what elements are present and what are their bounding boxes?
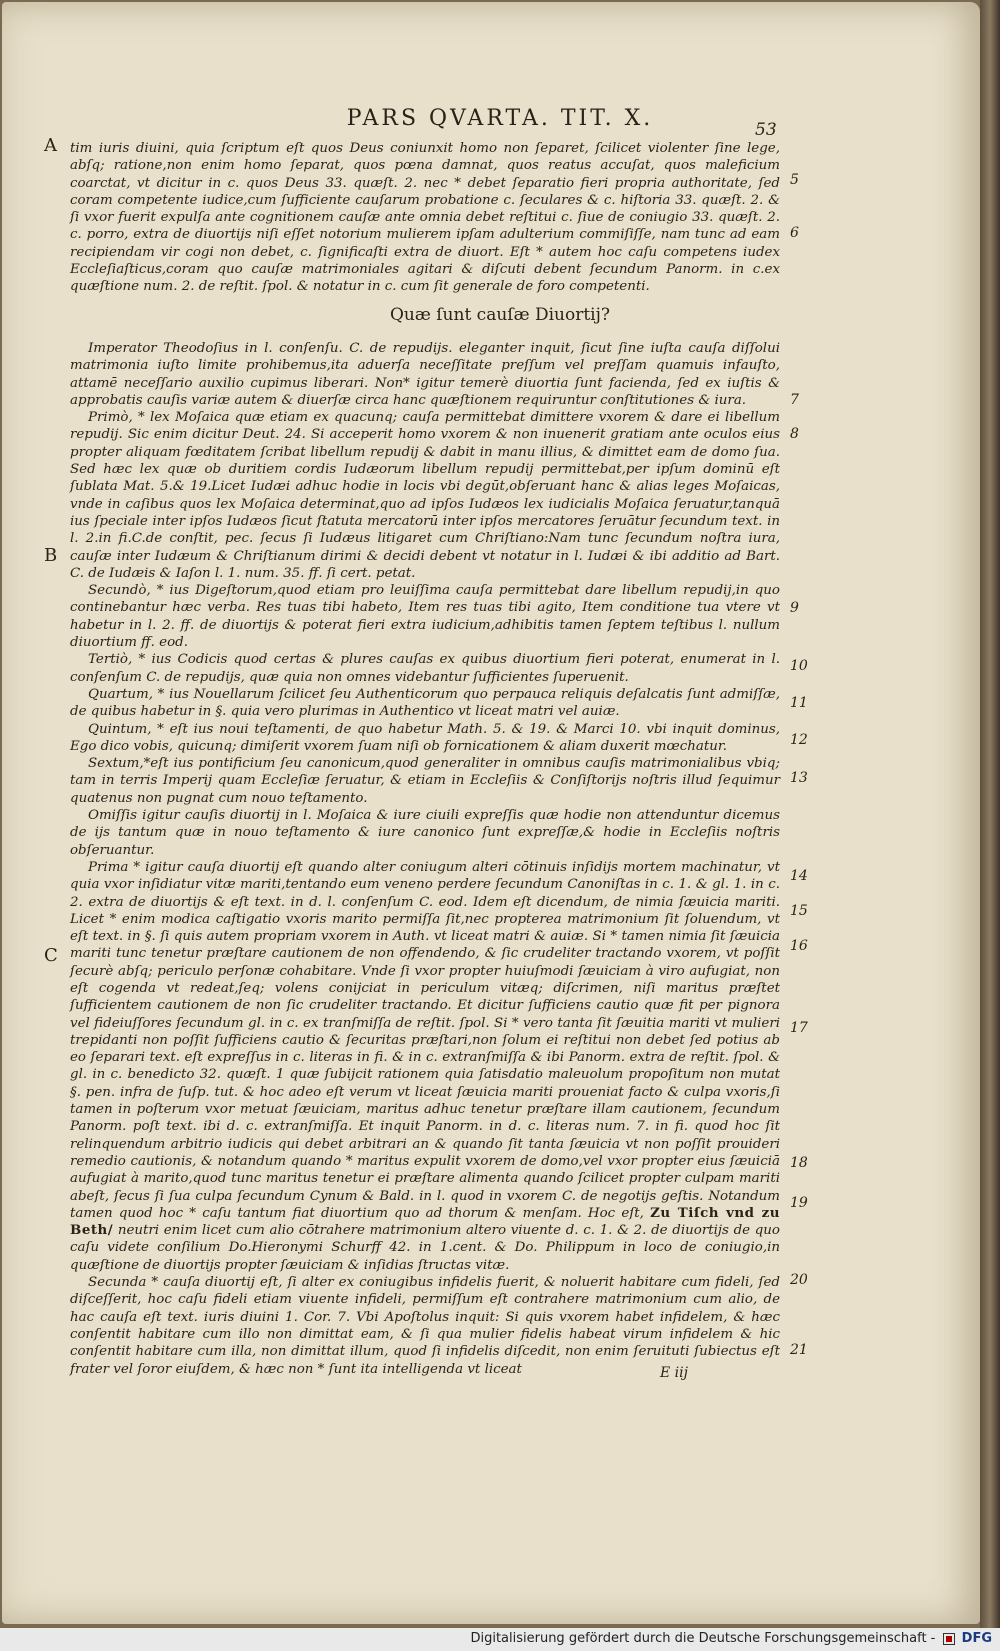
paragraph (70, 859, 780, 1274)
paragraph-text: Prima * igitur cauſa diuortij eſt quando alter coniugum alteri cōtinuis inſidijs mortem machinatur, vt quia vxor inſidiatur vitæ mariti,tentando eum veneno perdere ſecundum Canoniſtas in c. 1. & gl. 1. in c. 2. extra de diuortijs & eſt text. in d. l. conſenſum C. eod. Idem eſt dicendum, de nimia ſæuicia mariti. Licet * enim modica caſtigatio vxoris marito permiſſa ſit,nec propterea matrimonium ſit ſoluendum, vt eſt text. in §. ſi quis autem propriam vxorem in Auth. vt liceat matri & auiæ. Si * tamen nimia ſit ſæuicia mariti tunc tenetur præſtare cautionem de non offendendo, & ſic crudeliter tractando vxorem, vt poſſit ſecurè abſq; periculo perſonæ cohabitare. Vnde ſi vxor propter huiuſmodi ſæuiciam à viro aufugiat, non eſt cogenda vt redeat,ſeq; volens conijciat in periculum vitæq; diſcrimen, niſi maritus præſtet ſufficientem cautionem de non ſic crudeliter tractando. Et dicitur ſufficiens cautio quæ fit per pignora vel fideiuſſores ſecundum gl. in c. ex tranſmiſſa de reſtit. ſpol. Si * vero tanta ſit ſæuitia mariti vt mulieri trepidanti non poſſit ſufficiens cautio & ſecuritas præſtari,non ſolum ei reſtitui non debet ſed potius ab eo ſeparari text. eſt expreſſus in c. literas in fi. & in c. extranſmiſſa & ibi Panorm. extra de reſtit. ſpol. & gl. in c. benedicto 32. quæſt. 1 quæ ſubijcit rationem quia ſatisdatio maleuolum propoſitum non mutat §. pen. infra de ſuſp. tut. & hoc adeo eſt verum vt liceat ſæuicia mariti proueniat facto & culpa vxoris,ſi tamen in poſterum vxor metuat ſæuiciam, maritus adhuc tenetur præſtare illam cautionem, ſecundum Panorm. poſt text. ibi d. c. extranſmiſſa. Et inquit Panorm. in d. c. literas num. 7. in fi. quod hoc ſit relinquendum arbitrio iudicis qui debet arbitrari an & quando ſit tanta ſæuicia vt non poſſit prouideri remedio cautionis, & notandum quando * maritus expulit vxorem de domo,vel vxor propter eius ſæuiciā aufugiat à marito,quod tunc maritus tenetur ei præſtare alimenta quando ſcilicet propter culpam mariti abeſt, ſecus ſi ſua culpa ſecundum Cynum & Bald. in l. quod in vxorem C. de negotijs geſtis. Notandum tamen quod hoc * caſu tantum fiat diuortium quo ad thorum & menſam. Hoc eſt, (70, 859, 780, 1221)
marginal-number: 7 (790, 392, 799, 408)
paragraph: Quintum, * eſt ius noui teſtamenti, de quo habetur Math. 5. & 19. & Marci 10. vbi inquit dominus, Ego dico vobis, quicunq; dimiſerit vxorem ſuam niſi ob fornicationem & aliam duxerit mœchatur. (70, 721, 780, 754)
marginal-number: 14 (790, 868, 808, 884)
marginal-number: 8 (790, 426, 799, 442)
paragraph: Omiſſis igitur cauſis diuortij in l. Moſaica & iure ciuili expreſſis quæ hodie non attenduntur dicemus de ijs tantum quæ in nouo teſtamento & iure canonico ſunt expreſſæ,& hodie in Eccleſiis noſtris obſeruantur. (70, 808, 780, 858)
marginal-number: 16 (790, 938, 808, 954)
opening-text (70, 140, 780, 296)
paragraph: Tertiò, * ius Codicis quod certas & plures cauſas ex quibus diuortium fieri poterat, enumerat in l. conſenſum C. de repudijs, quæ quia non omnes videbantur ſufficientes ſuperuenit. (70, 652, 780, 685)
fraktur-phrase: Zu Tiſch vnd zu Beth/ (70, 1204, 780, 1239)
margin-letter-a: A (44, 135, 57, 156)
paragraph: Imperator Theodoſius in l. conſenſu. C. de repudijs. eleganter inquit, ſicut ſine iuſta cauſa diſſolui matrimonia iuſto limite prohibemus,ita aduerſa neceſſitate preſſum vel preſſam quamuis infauſto, attamē neceſſario auxilio cupimus liberari. Non* igitur temerè diuortia ſunt facienda, ſed ex iuſtis & approbatis cauſis variæ autem & diuerſæ circa hanc quæſtionem requiruntur conſtitutiones & iura. (70, 341, 780, 408)
dfg-brand: DFG (961, 1631, 992, 1646)
marginal-number: 6 (790, 225, 799, 241)
paragraph: Secundò, * ius Digeſtorum,quod etiam pro leuiſſima cauſa permittebat dare libellum repudij,in quo continebantur hæc verba. Res tuas tibi habeto, Item res tuas tibi agito, Item conditione tua vtere vt habetur in l. 2. ff. de diuortijs & poterat fieri extra iudicium,adhibitis tamen ſeptem teſtibus l. nullum diuortium ff. eod. (70, 583, 780, 651)
margin-letter-b: B (44, 545, 58, 566)
main-text (70, 340, 780, 1378)
paragraph: Quartum, * ius Nouellarum ſcilicet ſeu Authenticorum quo perpauca reliquis deſalcatis ſunt admiſſæ, de quibus habetur in §. quia vero plurimas in Authentico vt liceat matri vel auiæ. (70, 686, 780, 720)
marginal-number: 19 (790, 1195, 808, 1211)
marginal-number: 21 (790, 1342, 808, 1358)
page-edge (980, 0, 1000, 1651)
marginal-number: 11 (790, 695, 808, 711)
margin-letter-c: C (44, 945, 58, 966)
dfg-logo-icon (943, 1633, 955, 1645)
marginal-number: 18 (790, 1155, 808, 1171)
folio-number: 53 (755, 120, 777, 140)
marginal-number: 12 (790, 732, 808, 748)
paragraph-tail: neutri enim licet cum alio cōtrahere matrimonium altero viuente d. c. 1. & 2. de diuortijs de quo caſu videte conſilium Do.Hieronymi Schurff 42. in 1.cent. & Do. Philippum in loco de coniugio,in quæſtione de diuortijs propter ſæuiciam & inſidias ſtructas vitæ. (70, 1223, 780, 1273)
section-heading: Quæ ſunt cauſæ Diuortij? (389, 305, 610, 325)
signature-mark: E iij (660, 1365, 688, 1381)
footer-text: Digitalisierung gefördert durch die Deutsche Forschungsgemeinschaft - (470, 1631, 936, 1646)
marginal-number: 17 (790, 1020, 808, 1036)
paragraph: Primò, * lex Moſaica quæ etiam ex quacunq; cauſa permittebat dimittere vxorem & dare ei libellum repudij. Sic enim dicitur Deut. 24. Si acceperit homo vxorem & non inuenerit gratiam ante oculos eius propter aliquam fœditatem ſcribat libellum repudij & dabit in manu illius, & dimittet eam de domo ſua. Sed hæc lex quæ ob duritiem cordis Iudæorum libellum repudij permittebat,per ipſum dominū eſt ſublata Mat. 5.& 19.Licet Iudæi adhuc hodie in locis vbi degūt,obſeruant hanc & alias leges Moſaicas, vnde in caſibus quos lex Moſaica determinat,quo ad ipſos Iudæos lex iudicialis Moſaica ſeruatur,tanquā ius ſpeciale inter ipſos Iudæos ſicut ſtatuta mercatorū inter ipſos mercatores ſeruātur ſecundum text. in l. 2.in fi.C.de conſtit, pec. ſecus ſi Iudæus litigaret cum Chriſtiano:Nam tunc ſecundum noſtra iura, cauſæ inter Iudæum & Chriſtianum dirimi & decidi debent vt notatur in l. Iudæi & ibi additio ad Bart. C. de Iudæis & Iaſon l. 1. num. 35. ff. ſi cert. petat. (70, 410, 780, 581)
marginal-number: 10 (790, 658, 808, 674)
marginal-number: 20 (790, 1272, 808, 1288)
paragraph: tim iuris diuini, quia ſcriptum eſt quos Deus coniunxit homo non ſeparet, ſcilicet violenter ſine lege, abſq; ratione,non enim homo ſeparat, quos pœna damnat, quos reatus accuſat, quos maleficium coarctat, vt dicitur in c. quos Deus 33. quæſt. 2. nec * debet ſeparatio fieri propria authoritate, ſed coram competente iudice,cum ſufficiente cauſarum probatione c. ſeculares & c. hiſtoria 33. quæſt. 2. & ſi vxor fuerit expulſa ante cognitionem cauſæ ante omnia debet reſtitui c. ſiue de coniugio 33. quæſt. 2. c. porro, extra de diuortijs niſi eſſet notorium mulierem ipſam adulterium commiſiſſe, nam tunc ad eam recipiendam vir cogi non debet, c. ſignificaſti extra de diuort. Eſt * autem hoc caſu competens iudex Eccleſiaſticus,coram quo cauſæ matrimoniales agitari & diſcuti debent ſecundum Panorm. in c.ex quæſtione num. 2. de reſtit. ſpol. & notatur in c. cum ſit generale de foro competenti. (70, 141, 780, 295)
marginal-number: 5 (790, 172, 799, 188)
marginal-number: 13 (790, 770, 808, 786)
footer-credit (470, 1631, 992, 1646)
paragraph: Sextum,*eſt ius pontificium ſeu canonicum,quod generaliter in omnibus cauſis matrimonialibus vbiq; tam in terris Imperij quam Eccleſiæ ſeruatur, & etiam in Eccleſiis & Conſiſtorijs noſtris illud ſequimur quatenus non pugnat cum nouo teſtamento. (70, 756, 780, 806)
marginal-number: 15 (790, 903, 808, 919)
footer-bar (0, 1628, 1000, 1651)
marginal-number: 9 (790, 600, 799, 616)
paragraph: Secunda * cauſa diuortij eſt, ſi alter ex coniugibus infidelis fuerit, & noluerit habitare cum fideli, ſed diſceſſerit, hoc caſu fideli etiam viuente infideli, permiſſum eſt contrahere matrimonium cum alio, de hac cauſa eſt text. iuris diuini 1. Cor. 7. Vbi Apoſtolus inquit: Si quis vxorem habet infidelem, & hæc conſentit habitare cum illo non dimittat eam, & ſi qua mulier fidelis habeat virum infidelem & hic conſentit habitare cum illa, non dimittat illum, quod ſi infidelis diſcedit, non enim ſeruituti ſubiectus eſt frater vel ſoror eiuſdem, & hæc non * ſunt ita intelligenda vt liceat (70, 1275, 780, 1377)
running-head: PARS QVARTA. TIT. X. (346, 106, 654, 131)
